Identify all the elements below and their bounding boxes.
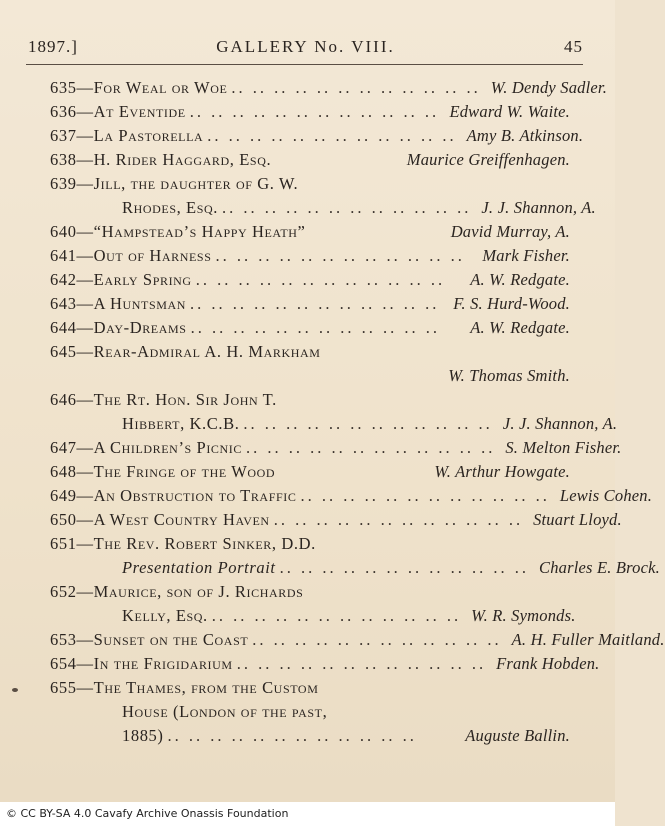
entry-line (50, 628, 665, 652)
catalogue-entry (50, 292, 570, 316)
entry-title: Hibbert, K.C.B. (122, 414, 240, 433)
ink-mark (12, 688, 18, 692)
header-rule (26, 64, 583, 65)
entry-artist: A. W. Redgate. (470, 270, 570, 289)
catalogue-entry (50, 244, 570, 268)
leader-dots: .. .. .. .. .. .. .. .. .. .. .. .. (215, 246, 465, 265)
entry-title: 649—An Obstruction to Traffic (50, 486, 297, 505)
entry-artist: Mark Fisher. (482, 246, 570, 265)
entry-artist: J. J. Shannon, A. (481, 198, 596, 217)
entry-title: 647—A Children’s Picnic (50, 438, 242, 457)
entry-artist: W. Dendy Sadler. (490, 78, 608, 97)
entry-artist: S. Melton Fisher. (505, 438, 622, 457)
catalogue-entry (50, 340, 570, 388)
entry-line (50, 676, 570, 700)
entry-line (50, 340, 570, 364)
entry-title: Kelly, Esq. (122, 606, 208, 625)
leader-dots: .. .. .. .. .. .. .. .. .. .. .. .. (167, 726, 417, 745)
entry-artist: A. H. Fuller Maitland. (511, 630, 665, 649)
entry-artist: A. W. Redgate. (470, 318, 570, 337)
entry-line (50, 436, 622, 460)
entry-title: 639—Jill, the daughter of G. W. (50, 174, 299, 193)
header-title: GALLERY No. VIII. (216, 37, 395, 56)
catalogue-entry (50, 172, 596, 220)
catalogue-entry (50, 580, 576, 628)
entry-artist: W. R. Symonds. (471, 606, 576, 625)
entry-artist: Charles E. Brock. (538, 558, 661, 577)
credit-footer: © CC BY-SA 4.0 Cavafy Archive Onassis Foundation (0, 802, 615, 826)
entry-title: Presentation Portrait (122, 558, 276, 577)
catalogue-entry (50, 76, 608, 100)
leader-dots: .. .. .. .. .. .. .. .. .. .. .. .. (195, 270, 446, 289)
catalogue-entry (50, 268, 570, 292)
catalogue-entry (50, 388, 618, 436)
entry-artist: J. J. Shannon, A. (502, 414, 618, 433)
leader-dots: .. .. .. .. .. .. .. .. .. .. .. .. (245, 438, 496, 457)
entry-artist: Edward W. Waite. (449, 102, 570, 121)
entry-line (50, 364, 570, 388)
entry-artist: Auguste Ballin. (465, 726, 570, 745)
catalogue-entry (50, 436, 622, 460)
catalogue-entries (50, 76, 665, 748)
entry-line (50, 292, 570, 316)
catalogue-entry (50, 532, 661, 580)
entry-line (50, 316, 570, 340)
entry-title: 651—The Rev. Robert Sinker, D.D. (50, 534, 316, 553)
leader-dots: .. .. .. .. .. .. .. .. .. .. .. .. (207, 126, 457, 145)
entry-line (50, 508, 622, 532)
catalogue-entry (50, 124, 584, 148)
leader-dots: .. .. .. .. .. .. .. .. .. .. .. .. (211, 606, 462, 625)
page-header (28, 33, 583, 61)
entry-line (50, 244, 570, 268)
entry-line (50, 724, 570, 748)
entry-title: 644—Day-Dreams (50, 318, 187, 337)
catalogue-entry (50, 484, 653, 508)
entry-line (50, 652, 600, 676)
entry-title: 643—A Huntsman (50, 294, 187, 313)
entry-artist: David Murray, A. (450, 222, 570, 241)
leader-dots: .. .. .. .. .. .. .. .. .. .. .. .. (231, 78, 481, 97)
entry-title: 652—Maurice, son of J. Richards (50, 582, 304, 601)
leader-dots: .. .. .. .. .. .. .. .. .. .. .. .. (273, 510, 524, 529)
entry-artist: W. Arthur Howgate. (434, 462, 570, 481)
entry-title: 641—Out of Harness (50, 246, 212, 265)
entry-artist: Stuart Lloyd. (533, 510, 622, 529)
leader-dots: .. .. .. .. .. .. .. .. .. .. .. .. (189, 102, 440, 121)
catalogue-entry (50, 676, 570, 748)
entry-artist: Maurice Greiffenhagen. (406, 150, 570, 169)
entry-artist: Frank Hobden. (496, 654, 600, 673)
catalogue-entry (50, 100, 570, 124)
catalogue-entry (50, 652, 600, 676)
entry-line (50, 700, 570, 724)
entry-line (50, 196, 596, 220)
entry-line (50, 412, 618, 436)
entry-title: 653—Sunset on the Coast (50, 630, 249, 649)
catalogue-entry (50, 220, 570, 244)
entry-title: 650—A West Country Haven (50, 510, 270, 529)
entry-line (50, 172, 570, 196)
leader-dots: .. .. .. .. .. .. .. .. .. .. .. .. (279, 558, 529, 577)
entry-title: 635—For Weal or Woe (50, 78, 228, 97)
entry-line (50, 460, 570, 484)
entry-title: 654—In the Frigidarium (50, 654, 233, 673)
catalogue-entry (50, 508, 622, 532)
leader-dots: .. .. .. .. .. .. .. .. .. .. .. .. (300, 486, 550, 505)
leader-dots: .. .. .. .. .. .. .. .. .. .. .. .. (222, 198, 472, 217)
entry-title: 645—Rear-Admiral A. H. Markham (50, 342, 321, 361)
entry-line (50, 220, 570, 244)
entry-line (50, 124, 584, 148)
entry-line (50, 388, 570, 412)
entry-title: 642—Early Spring (50, 270, 192, 289)
entry-title: 638—H. Rider Haggard, Esq. (50, 150, 272, 169)
entry-artist: Amy B. Atkinson. (466, 126, 584, 145)
entry-line (50, 148, 570, 172)
entry-title: 655—The Thames, from the Custom (50, 678, 319, 697)
leader-dots: .. .. .. .. .. .. .. .. .. .. .. .. (243, 414, 493, 433)
entry-line (50, 268, 570, 292)
entry-title: 646—The Rt. Hon. Sir John T. (50, 390, 277, 409)
entry-artist: W. Thomas Smith. (448, 366, 570, 385)
entry-title: Rhodes, Esq. (122, 198, 219, 217)
catalogue-entry (50, 316, 570, 340)
header-year: 1897.] (28, 37, 78, 56)
entry-artist: F. S. Hurd-Wood. (453, 294, 570, 313)
entry-artist: Lewis Cohen. (559, 486, 653, 505)
leader-dots: .. .. .. .. .. .. .. .. .. .. .. .. (252, 630, 502, 649)
entry-line (50, 580, 570, 604)
entry-line (50, 484, 653, 508)
entry-title: 1885) (122, 726, 164, 745)
entry-line (50, 100, 570, 124)
entry-line (50, 76, 608, 100)
leader-dots: .. .. .. .. .. .. .. .. .. .. .. .. (236, 654, 487, 673)
entry-title: 648—The Fringe of the Wood (50, 462, 276, 481)
leader-dots: .. .. .. .. .. .. .. .. .. .. .. .. (190, 294, 440, 313)
entry-line (50, 532, 570, 556)
catalogue-entry (50, 460, 570, 484)
entry-line (50, 556, 661, 580)
catalogue-entry (50, 628, 665, 652)
leader-dots: .. .. .. .. .. .. .. .. .. .. .. .. (190, 318, 440, 337)
entry-title: House (London of the past, (122, 702, 328, 721)
entry-title: 636—At Eventide (50, 102, 186, 121)
entry-title: 637—La Pastorella (50, 126, 204, 145)
page-number: 45 (564, 37, 583, 56)
entry-line (50, 604, 576, 628)
catalogue-entry (50, 148, 570, 172)
entry-title: 640—“Hampstead’s Happy Heath” (50, 222, 306, 241)
